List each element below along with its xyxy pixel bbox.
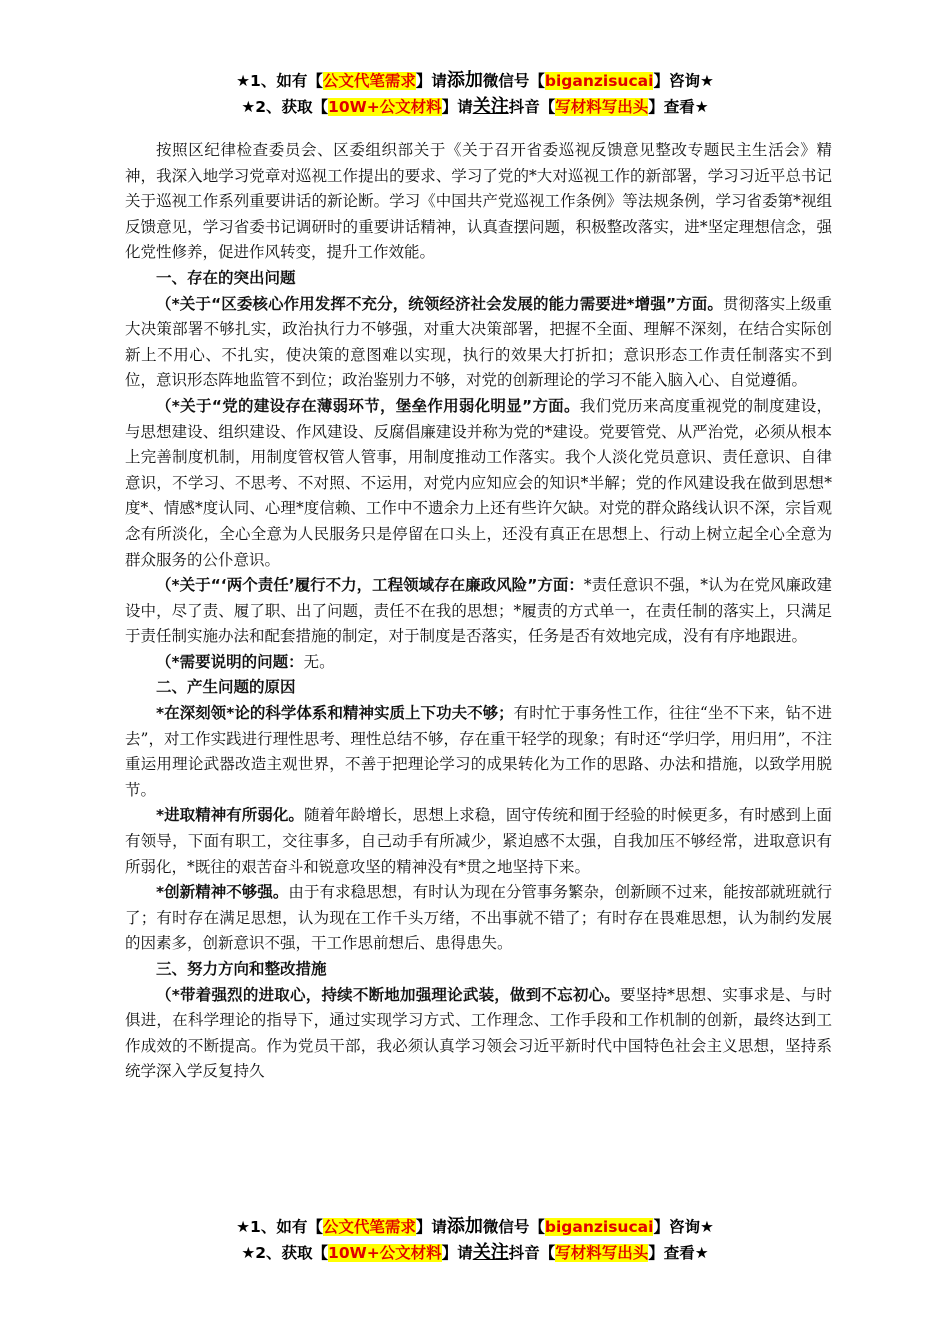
promo-line-2: ★2、获取【10W+公文材料】请关注抖音【写材料写出头】查看★ [241, 96, 709, 117]
paragraph-issue-3: （*关于“‘两个责任’履行不力，工程领域存在廉政风险”方面：*责任意识不强，*认为在党风廉政建设中，尽了责、履了职、出了问题，责任不在我的思想；*履责的方式单一，在责任制的落实上，只满足于责任制实施办法和配套措施的制定，对于制度是否落实，任务是否有效地完成，没有有序地跟进。 [125, 576, 832, 646]
promo-line-2: ★2、获取【10W+公文材料】请关注抖音【写材料写出头】查看★ [241, 1242, 709, 1263]
section-heading-3: 三、努力方向和整改措施 [156, 960, 327, 978]
promo-line-1: ★1、如有【公文代笔需求】请添加微信号【biganzisucai】咨询★ [236, 1216, 714, 1237]
section-heading-2: 二、产生问题的原因 [156, 678, 296, 697]
highlight-wechat-id: biganzisucai [544, 1218, 654, 1236]
intro-paragraph: 按照区纪律检查委员会、区委组织部关于《关于召开省委巡视反馈意见整改专题民主生活会》精神，我深入地学习党章对巡视工作提出的要求、学习了党的*大对巡视工作的新部署，学习习近平总书记关于巡视工作系列重要讲话的新论断。学习《中国共产党巡视工作条例》等法规条例，学习省委第*视组反馈意见，学习省委书记调研时的重要讲话精神，认真查摆问题，积极整改落实，进*坚定理想信念，强化党性修养，促进作风转变，提升工作效能。 [125, 141, 832, 262]
promo-header [0, 68, 950, 120]
paragraph-issue-1: （*关于“区委核心作用发挥不充分，统领经济社会发展的能力需要进*增强”方面。贯彻落实上级重大决策部署不够扎实，政治执行力不够强，对重大决策部署，把握不全面、理解不深刻，在结合实际创新上不用心、不扎实，使决策的意图难以实现，执行的效果大打折扣；意识形态工作责任制落实不到位，意识形态阵地监管不到位；政治鉴别力不够，对党的创新理论的学习不能入脑入心、自觉遵循。 [125, 294, 832, 390]
document-body [125, 138, 832, 1085]
section-heading-1: 一、存在的突出问题 [156, 268, 296, 287]
highlight-douyin-account: 写材料写出头 [555, 1244, 649, 1262]
paragraph-cause-3: *创新精神不够强。由于有求稳思想，有时认为现在分管事务繁杂，创新顾不过来，能按部就班就行了；有时存在满足思想，认为现在工作千头万绪，不出事就不错了；有时存在畏难思想，认为制约发展的因素多，创新意识不强，干工作思前想后、患得患失。 [125, 883, 832, 953]
highlight-wechat-id: biganzisucai [544, 72, 654, 90]
paragraph-cause-1: *在深刻领*论的科学体系和精神实质上下功夫不够；有时忙于事务性工作，往往“坐不下来，钻不进去”，对工作实践进行理性思考、理性总结不够，存在重干轻学的现象；有时还“学归学，用归用”，不注重运用理论武器改造主观世界，不善于把理论学习的成果转化为工作的思路、办法和措施，以致学用脱节。 [125, 704, 832, 799]
paragraph-issue-2: （*关于“党的建设存在薄弱环节，堡垒作用弱化明显”方面。我们党历来高度重视党的制度建设，与思想建设、组织建设、作风建设、反腐倡廉建设并称为党的*建设。党要管党、从严治党，必须从根本上完善制度机制，用制度管权管人管事，用制度推动工作落实。我个人淡化党员意识、责任意识、自律意识，不学习、不思考、不对照、不运用，对党内应知应会的知识*半解；党的作风建设我在做到思想*度*、情感*度认同、心理*度信赖、工作中不遗余力上还有些许欠缺。对党的群众路线认识不深，宗旨观念有所淡化，全心全意为人民服务只是停留在口头上，还没有真正在思想上、行动上树立起全心全意为群众服务的公仆意识。 [125, 396, 832, 569]
promo-footer [0, 1214, 950, 1266]
promo-line-1: ★1、如有【公文代笔需求】请添加微信号【biganzisucai】咨询★ [236, 70, 714, 91]
paragraph-cause-2: *进取精神有所弱化。随着年龄增长，思想上求稳，固守传统和囿于经验的时候更多，有时感到上面有领导，下面有职工，交往事多，自己动手有所减少，紧迫感不太强，自我加压不够经常，进取意识有所弱化，*既往的艰苦奋斗和锐意攻坚的精神没有*贯之地坚持下来。 [125, 806, 832, 876]
highlight-materials: 10W+公文材料 [328, 1244, 442, 1262]
highlight-writing-service: 公文代笔需求 [322, 72, 416, 90]
highlight-writing-service: 公文代笔需求 [322, 1218, 416, 1236]
paragraph-measure-1: （*带着强烈的进取心，持续不断地加强理论武装，做到不忘初心。要坚持*思想、实事求是、与时俱进，在科学理论的指导下，通过实现学习方式、工作理念、工作手段和工作机制的创新，最终达到工作成效的不断提高。作为党员干部，我必须认真学习领会习近平新时代中国特色社会主义思想，坚持系统学深入学反复持久 [125, 985, 832, 1081]
paragraph-issue-4: （*需要说明的问题：无。 [156, 652, 335, 671]
highlight-douyin-account: 写材料写出头 [555, 98, 649, 116]
highlight-materials: 10W+公文材料 [328, 98, 442, 116]
